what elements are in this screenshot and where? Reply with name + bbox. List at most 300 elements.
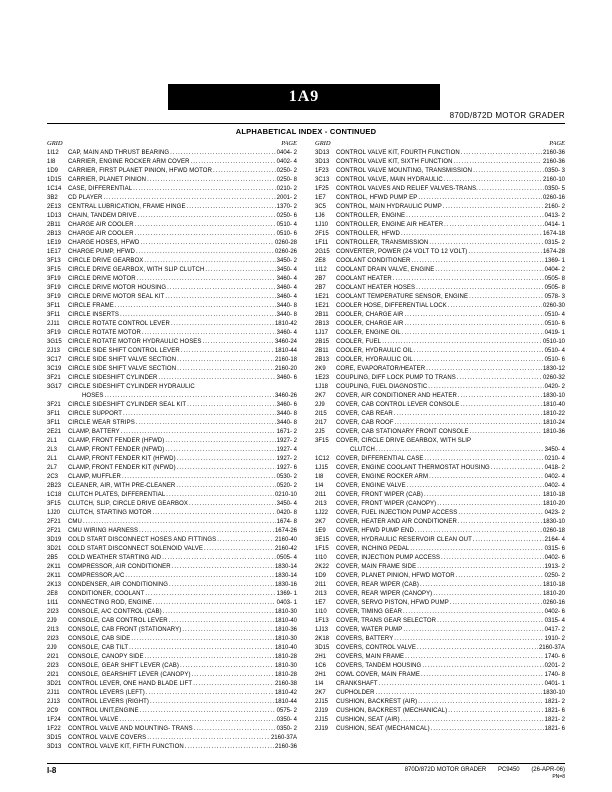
grid-column-header: GRID bbox=[47, 140, 63, 147]
entry-grid-code: 3D13 bbox=[47, 744, 62, 750]
entry-page: 1674- 8 bbox=[276, 519, 297, 525]
dot-leader bbox=[177, 365, 274, 374]
index-entry bbox=[47, 158, 297, 167]
dot-leader bbox=[187, 401, 276, 410]
entry-page: 0250- 8 bbox=[276, 177, 297, 183]
dot-leader bbox=[403, 626, 543, 635]
entry-title: CHARGE PUMP, HFWD bbox=[68, 249, 135, 255]
entry-title: COOLER HOSE, DIFFERENTIAL LOCK bbox=[336, 303, 447, 309]
entry-grid-code: 1D15 bbox=[47, 177, 62, 183]
entry-page: 0510- 6 bbox=[544, 357, 565, 363]
dot-leader bbox=[153, 599, 276, 608]
index-entry bbox=[315, 158, 565, 167]
entry-grid-code: 2I23 bbox=[47, 663, 59, 669]
footer-rule bbox=[47, 763, 565, 764]
dot-leader bbox=[145, 590, 275, 599]
entry-grid-code: 1J10 bbox=[315, 222, 329, 228]
column-header-row bbox=[315, 139, 565, 149]
index-entry bbox=[315, 626, 565, 635]
entry-page: 0578- 3 bbox=[544, 294, 565, 300]
entry-grid-code: 1C6 bbox=[315, 663, 327, 669]
entry-page: 1810-42 bbox=[274, 690, 297, 696]
entry-title: CLEANER, AIR, WITH PRE-CLEANER bbox=[68, 483, 176, 489]
dot-leader bbox=[185, 743, 274, 752]
entry-page: 1810-28 bbox=[274, 672, 297, 678]
dot-leader bbox=[131, 635, 274, 644]
entry-title: COOLER, CHARGE AIR bbox=[336, 312, 404, 318]
entry-grid-code: 2B11 bbox=[315, 312, 329, 318]
entry-grid-code: 2H1 bbox=[315, 672, 327, 678]
entry-page: 0250- 2 bbox=[276, 168, 297, 174]
dot-leader bbox=[138, 212, 276, 221]
index-entry bbox=[47, 554, 297, 563]
dot-leader bbox=[457, 374, 542, 383]
entry-title: CONTROL VALVE MOUNTING, TRANSMISSION bbox=[336, 168, 473, 174]
index-entry bbox=[47, 149, 297, 158]
dot-leader bbox=[142, 329, 276, 338]
entry-grid-code: 1E17 bbox=[47, 249, 62, 255]
index-entry bbox=[315, 302, 565, 311]
entry-grid-code: 2K11 bbox=[47, 573, 61, 579]
dot-leader bbox=[448, 707, 543, 716]
entry-title: COVER, FRONT WIPER (CANOPY) bbox=[336, 501, 437, 507]
dot-leader bbox=[133, 185, 275, 194]
entry-grid-code: 3C13 bbox=[315, 177, 330, 183]
index-entry bbox=[47, 734, 297, 743]
entry-title: CONTROL UNIT,ENGINE bbox=[68, 708, 139, 714]
entry-title: COVER, ENGINE VALVE bbox=[336, 483, 406, 489]
entry-title: COOLER, FUEL bbox=[336, 339, 382, 345]
dot-leader bbox=[120, 716, 276, 725]
entry-page: 3460- 6 bbox=[276, 375, 297, 381]
dot-leader bbox=[191, 158, 276, 167]
index-entry bbox=[315, 698, 565, 707]
dot-leader bbox=[83, 518, 276, 527]
entry-grid-code: 3D15 bbox=[315, 645, 330, 651]
entry-page: 1810-20 bbox=[542, 591, 565, 597]
entry-title: CONSOLE, CAB SIDE bbox=[68, 636, 131, 642]
index-entry bbox=[47, 455, 297, 464]
entry-title: CIRCLE SIDESHIFT CYLINDER SEAL KIT bbox=[68, 402, 187, 408]
entry-title: CONTROL VALVE, MAIN HYDRAULIC bbox=[336, 177, 443, 183]
index-entry bbox=[315, 545, 565, 554]
entry-title: CONTROLLER, ENGINE bbox=[336, 213, 406, 219]
entry-title: CRANKSHAFT bbox=[336, 681, 378, 687]
entry-title: CONTROLLER, ENGINE AIR HEATER bbox=[336, 222, 444, 228]
entry-page: 3450- 4 bbox=[276, 501, 297, 507]
entry-title: CIRCLE DRIVE GEARBOX bbox=[68, 258, 144, 264]
entry-page: 0402- 4 bbox=[544, 474, 565, 480]
entry-grid-code: 2J5 bbox=[315, 429, 325, 435]
entry-page: 1810-30 bbox=[274, 636, 297, 642]
entry-title: CORE, EVAPORATOR/HEATER bbox=[336, 366, 426, 372]
index-entry bbox=[47, 446, 297, 455]
entry-page: 1830-10 bbox=[542, 519, 565, 525]
entry-grid-code: 3F11 bbox=[47, 411, 61, 417]
index-entry bbox=[47, 500, 297, 509]
entry-grid-code: 2I15 bbox=[315, 411, 327, 417]
dot-leader bbox=[145, 653, 274, 662]
footer-doc-line bbox=[405, 767, 565, 773]
entry-page: 1830-10 bbox=[542, 393, 565, 399]
entry-title: CLAMP, FRONT FENDER KIT (HFWD) bbox=[68, 456, 176, 462]
entry-title: CONSOLE, A/C CONTROL (CAB) bbox=[68, 609, 162, 615]
entry-grid-code: 1I10 bbox=[315, 609, 327, 615]
dot-leader bbox=[395, 419, 542, 428]
dot-leader bbox=[170, 149, 275, 158]
entry-grid-code: 1I8 bbox=[315, 474, 324, 480]
entry-page: 1810-44 bbox=[274, 699, 297, 705]
dot-leader bbox=[468, 248, 542, 257]
dot-leader bbox=[192, 671, 274, 680]
dot-leader bbox=[158, 374, 275, 383]
index-entry bbox=[315, 707, 565, 716]
dot-leader bbox=[177, 464, 276, 473]
entry-title: COVER, CAB ROOF bbox=[336, 420, 394, 426]
entry-page: 1810-24 bbox=[542, 420, 565, 426]
index-entry bbox=[47, 392, 297, 401]
index-entry bbox=[315, 338, 565, 347]
entry-title: COOLANT HEATER HOSES bbox=[336, 285, 416, 291]
dot-leader bbox=[456, 572, 544, 581]
index-entry bbox=[315, 509, 565, 518]
dot-leader bbox=[187, 203, 276, 212]
entry-title: COVER, HYDRAULIC RESERVOIR CLEAN OUT bbox=[336, 537, 472, 543]
index-entry bbox=[315, 266, 565, 275]
entry-grid-code: 2H1 bbox=[315, 654, 327, 660]
index-entry bbox=[315, 563, 565, 572]
entry-title: CENTRAL LUBRICATION, FRAME HINGE bbox=[68, 204, 186, 210]
entry-grid-code: 2I11 bbox=[315, 492, 327, 498]
entry-title: COVER, CIRCLE DRIVE GEARBOX, WITH SLIP bbox=[336, 438, 472, 444]
entry-page: 1369- 1 bbox=[276, 591, 297, 597]
entry-grid-code: 1I11 bbox=[47, 600, 59, 606]
dot-leader bbox=[182, 626, 274, 635]
dot-leader bbox=[417, 644, 538, 653]
dot-leader bbox=[401, 230, 542, 239]
entry-title: CD PLAYER bbox=[68, 195, 103, 201]
index-entry bbox=[47, 743, 297, 752]
dot-leader bbox=[458, 509, 543, 518]
dot-leader bbox=[402, 329, 544, 338]
footer-date: (26-APR-06) bbox=[531, 767, 565, 773]
entry-title: CLAMP, FRONT FENDER (HFWD) bbox=[68, 438, 165, 444]
entry-title: COVER, TIMING GEAR bbox=[336, 609, 403, 615]
dot-leader bbox=[429, 239, 543, 248]
entry-grid-code: 3F21 bbox=[47, 402, 61, 408]
entry-title: CIRCLE WEAR STRIPS bbox=[68, 420, 135, 426]
entry-grid-code: 2J11 bbox=[47, 321, 60, 327]
dot-leader bbox=[420, 581, 542, 590]
index-entry bbox=[47, 590, 297, 599]
dot-leader bbox=[166, 491, 274, 500]
index-entry bbox=[47, 383, 297, 392]
index-entry bbox=[47, 716, 297, 725]
index-entry bbox=[315, 581, 565, 590]
entry-grid-code: 1E21 bbox=[315, 294, 330, 300]
index-entry bbox=[315, 311, 565, 320]
entry-grid-code: 1C12 bbox=[315, 456, 330, 462]
index-entries-right bbox=[315, 149, 565, 734]
index-entry bbox=[47, 365, 297, 374]
index-entry bbox=[315, 527, 565, 536]
section-code-banner bbox=[168, 84, 440, 110]
index-entry bbox=[47, 221, 297, 230]
entry-title: CASE, DIFFERENTIAL bbox=[68, 186, 133, 192]
dot-leader bbox=[171, 320, 274, 329]
entry-grid-code: 3F19 bbox=[47, 276, 61, 282]
entry-page: 0423- 2 bbox=[544, 510, 565, 516]
entry-grid-code: 2E13 bbox=[47, 204, 62, 210]
entry-title: CONNECTING ROD, ENGINE bbox=[68, 600, 152, 606]
entry-title: COVER, WATER PUMP bbox=[336, 627, 403, 633]
dot-leader bbox=[115, 302, 276, 311]
entry-grid-code: 2B15 bbox=[315, 339, 330, 345]
dot-leader bbox=[139, 527, 274, 536]
entry-title: CLUTCH, STARTING MOTOR bbox=[68, 510, 152, 516]
entry-page: 0419- 1 bbox=[544, 330, 565, 336]
entry-title: CONTROL LEVER, ONE HAND BLADE LIFT bbox=[68, 681, 193, 687]
index-entry bbox=[47, 680, 297, 689]
index-entry bbox=[47, 644, 297, 653]
index-entry bbox=[47, 536, 297, 545]
entry-grid-code: 2C3 bbox=[47, 474, 59, 480]
footer-part-number: PC9450 bbox=[497, 767, 520, 773]
entry-title: COOLANT HEATER bbox=[336, 276, 392, 282]
dot-leader bbox=[181, 347, 274, 356]
entry-page: 2164- 4 bbox=[544, 537, 565, 543]
entry-grid-code: 1F11 bbox=[315, 240, 329, 246]
entry-title: COMPRESSOR, AIR CONDITIONER bbox=[68, 564, 171, 570]
dot-leader bbox=[458, 392, 542, 401]
entry-title: CUSHION, BACKREST (MECHANICAL) bbox=[336, 708, 448, 714]
entry-page: 0420- 8 bbox=[276, 510, 297, 516]
entry-grid-code: 1I10 bbox=[315, 555, 327, 561]
dot-leader bbox=[394, 635, 543, 644]
entry-page: 0530- 2 bbox=[276, 474, 297, 480]
entry-grid-code: 3F11 bbox=[47, 312, 61, 318]
index-entry bbox=[315, 590, 565, 599]
entry-page: 0402- 4 bbox=[276, 159, 297, 165]
entry-page: 3460- 4 bbox=[276, 276, 297, 282]
index-entry bbox=[315, 203, 565, 212]
entry-page: 1674-18 bbox=[542, 231, 565, 237]
index-entry bbox=[315, 536, 565, 545]
entry-page: 0315- 4 bbox=[544, 618, 565, 624]
entry-title: CONTROL, MAIN HYDRAULIC PUMP bbox=[336, 204, 442, 210]
index-entry bbox=[47, 482, 297, 491]
entry-page: 1810-28 bbox=[274, 654, 297, 660]
entry-title: CONSOLE, CAB FRONT (STATIONARY) bbox=[68, 627, 182, 633]
index-entry bbox=[47, 518, 297, 527]
entry-page: 1830-14 bbox=[274, 573, 297, 579]
index-entry bbox=[47, 194, 297, 203]
index-column-right bbox=[315, 139, 565, 752]
entry-title: HOSES bbox=[82, 393, 104, 399]
entry-grid-code: 1F22 bbox=[47, 726, 61, 732]
entry-title: CONTROL VALVE KIT, FIFTH FUNCTION bbox=[68, 744, 184, 750]
dot-leader bbox=[125, 572, 274, 581]
entry-grid-code: 1F15 bbox=[315, 546, 329, 552]
entry-page: 3450- 2 bbox=[276, 258, 297, 264]
entry-title: CUSHION, SEAT (AIR) bbox=[336, 717, 400, 723]
dot-leader bbox=[450, 599, 542, 608]
entry-grid-code: 2K7 bbox=[315, 519, 326, 525]
dot-leader bbox=[140, 707, 276, 716]
index-entry bbox=[47, 428, 297, 437]
index-entry bbox=[47, 563, 297, 572]
index-entry bbox=[315, 356, 565, 365]
entry-title: COOLER, CHARGE AIR bbox=[336, 321, 404, 327]
index-entry bbox=[315, 500, 565, 509]
entry-title: CONSOLE, GEARSHIFT LEVER (CANOPY) bbox=[68, 672, 191, 678]
entry-title: COVER, HFWD PUMP END bbox=[336, 528, 414, 534]
entry-page: 1927- 2 bbox=[276, 438, 297, 444]
entry-title: CIRCLE DRIVE MOTOR SEAL KIT bbox=[68, 294, 165, 300]
page-column-header: PAGE bbox=[281, 140, 297, 147]
entry-page: 0510- 6 bbox=[544, 321, 565, 327]
dot-leader bbox=[417, 563, 543, 572]
entry-title: COVERS, BATTERY bbox=[336, 636, 394, 642]
index-entry bbox=[315, 365, 565, 374]
index-entry bbox=[315, 662, 565, 671]
entry-grid-code: 3D13 bbox=[315, 150, 330, 156]
page-column-header: PAGE bbox=[549, 140, 565, 147]
entry-page: 2160-36 bbox=[542, 159, 565, 165]
index-entry bbox=[47, 689, 297, 698]
index-entry bbox=[47, 608, 297, 617]
dot-leader bbox=[193, 680, 274, 689]
entry-title: COWL COVER, MAIN FRAME bbox=[336, 672, 420, 678]
entry-page: 0315- 2 bbox=[544, 240, 565, 246]
index-entry bbox=[47, 671, 297, 680]
grid-column-header: GRID bbox=[315, 140, 331, 147]
entry-title: COLD START DISCONNECT SOLENOID VALVE bbox=[68, 546, 203, 552]
dot-leader bbox=[189, 500, 276, 509]
entry-grid-code: 3B2 bbox=[47, 195, 58, 201]
entry-title: COOLANT CONDITIONER bbox=[336, 258, 411, 264]
entry-title: CONDITIONER, COOLANT bbox=[68, 591, 145, 597]
entry-grid-code: 2I13 bbox=[47, 627, 59, 633]
index-entry bbox=[47, 527, 297, 536]
index-entry bbox=[315, 518, 565, 527]
dot-leader bbox=[379, 680, 544, 689]
dot-leader bbox=[491, 464, 544, 473]
entry-grid-code: 1F13 bbox=[315, 618, 329, 624]
entry-page: 0210- 4 bbox=[544, 456, 565, 462]
entry-page: 1810-36 bbox=[274, 627, 297, 633]
index-entry bbox=[315, 149, 565, 158]
entry-page: 0417- 2 bbox=[544, 627, 565, 633]
dot-leader bbox=[135, 230, 276, 239]
footer-doc-ref: 870D/872D MOTOR GRADER bbox=[404, 767, 487, 773]
dot-leader bbox=[129, 644, 274, 653]
entry-page: 1740- 8 bbox=[544, 672, 565, 678]
entry-grid-code: 2B7 bbox=[315, 276, 326, 282]
entry-grid-code: 2I21 bbox=[47, 654, 59, 660]
entry-title: COLD WEATHER STARTING AID bbox=[68, 555, 162, 561]
entry-title: CIRCLE INSERTS bbox=[68, 312, 119, 318]
entry-grid-code: 2I13 bbox=[315, 501, 327, 507]
entry-page: 1810-18 bbox=[542, 492, 565, 498]
entry-title: CONSOLE, GEAR SHIFT LEVER (CAB) bbox=[68, 663, 180, 669]
entry-grid-code: 1J20 bbox=[47, 510, 61, 516]
dot-leader bbox=[194, 725, 276, 734]
dot-leader bbox=[103, 194, 275, 203]
entry-page: 2160-40 bbox=[274, 537, 297, 543]
dot-leader bbox=[429, 473, 544, 482]
entry-grid-code: 3F15 bbox=[47, 501, 61, 507]
entry-title: COVERS, TANDEM HOUSING bbox=[336, 663, 422, 669]
entry-title: CIRCLE DRIVE MOTOR bbox=[68, 276, 136, 282]
entry-grid-code: 1J15 bbox=[315, 465, 329, 471]
page-number: I-8 bbox=[47, 766, 57, 775]
index-entry bbox=[315, 347, 565, 356]
index-entry bbox=[315, 167, 565, 176]
entry-grid-code: 3C19 bbox=[47, 366, 62, 372]
entry-grid-code: 3D21 bbox=[47, 546, 62, 552]
index-entry bbox=[315, 617, 565, 626]
entry-grid-code: 2G15 bbox=[315, 249, 330, 255]
entry-page: 0505- 8 bbox=[544, 276, 565, 282]
index-entry bbox=[315, 194, 565, 203]
dot-leader bbox=[414, 356, 544, 365]
index-entry bbox=[47, 572, 297, 581]
entry-page: 3440- 8 bbox=[276, 303, 297, 309]
dot-leader bbox=[163, 608, 274, 617]
header-rule bbox=[47, 123, 565, 124]
index-entry bbox=[47, 185, 297, 194]
entry-title: COVERS, MAIN FRAME bbox=[336, 654, 405, 660]
index-entry bbox=[47, 284, 297, 293]
entry-page: 0414- 1 bbox=[544, 222, 565, 228]
entry-page: 0404- 2 bbox=[544, 267, 565, 273]
entry-title: COVER, TRANS GEAR SELECTOR bbox=[336, 618, 437, 624]
index-entries-left bbox=[47, 149, 297, 752]
index-entry bbox=[47, 653, 297, 662]
entry-title: CONTROLLER, HFWD bbox=[336, 231, 400, 237]
index-entry bbox=[315, 374, 565, 383]
dot-leader bbox=[433, 590, 542, 599]
dot-leader bbox=[473, 536, 544, 545]
entry-page: 1913- 2 bbox=[544, 564, 565, 570]
index-entry bbox=[47, 419, 297, 428]
entry-page: 0404- 2 bbox=[276, 150, 297, 156]
entry-page: 3460-24 bbox=[274, 339, 297, 345]
entry-page: 3450- 4 bbox=[544, 447, 565, 453]
entry-page: 1370- 2 bbox=[276, 204, 297, 210]
entry-grid-code: 1D9 bbox=[47, 168, 59, 174]
entry-page: 0510- 4 bbox=[544, 348, 565, 354]
entry-page: 2160-36 bbox=[542, 150, 565, 156]
entry-page: 0510- 4 bbox=[276, 222, 297, 228]
entry-page: 1810-30 bbox=[274, 609, 297, 615]
entry-title: COOLANT TEMPERATURE SENSOR, ENGINE bbox=[336, 294, 469, 300]
entry-page: 2160-42 bbox=[274, 546, 297, 552]
section-code: 1A9 bbox=[288, 88, 320, 105]
entry-title: CARRIER, FIRST PLANET PINION, HFWD MOTOR bbox=[68, 168, 213, 174]
entry-grid-code: 1F25 bbox=[315, 186, 329, 192]
dot-leader bbox=[441, 554, 544, 563]
entry-grid-code: 1I4 bbox=[315, 483, 324, 489]
entry-page: 1810-22 bbox=[542, 411, 565, 417]
entry-title: COOLER, ENGINE OIL bbox=[336, 330, 401, 336]
entry-title: CHARGE HOSES, HFWD bbox=[68, 240, 140, 246]
dot-leader bbox=[169, 617, 274, 626]
index-entry bbox=[47, 545, 297, 554]
entry-page: 0505- 8 bbox=[544, 285, 565, 291]
entry-grid-code: 2C9 bbox=[47, 708, 59, 714]
